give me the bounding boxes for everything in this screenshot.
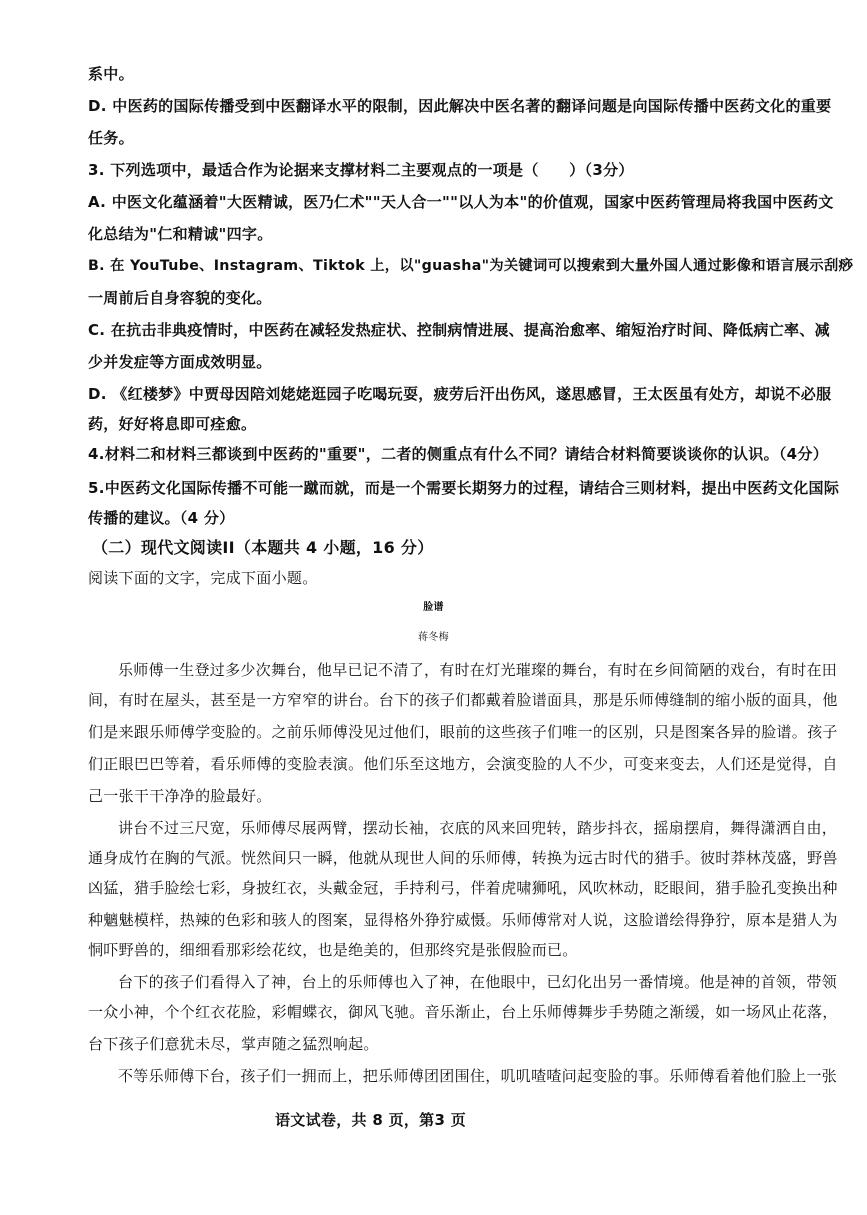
instruction: 阅读下面的文字，完成下面小题。 — [88, 569, 318, 587]
page-footer: 语文试卷，共 8 页，第3 页 — [275, 1111, 467, 1129]
question-4: 4.材料二和材料三都谈到中医药的"重要"，二者的侧重点有什么不同？请结合材料简要谈谈你的认识。（4分） — [88, 445, 829, 463]
para-3-line-3: 台下孩子们意犹未尽，掌声随之猛烈响起。 — [88, 1035, 379, 1053]
option-a-line-1: A. 中医文化蕴涵着"大医精诚，医乃仁术""天人合一""以人为本"的价值观，国家中医药管理局将我国中医药文 — [88, 193, 834, 211]
para-3-line-2: 一众小神，个个红衣花脸，彩帽蝶衣，御风飞驰。音乐渐止，台上乐师傅舞步手势随之渐缓，如一场风止花落， — [88, 1003, 838, 1021]
para-1-line-5: 己一张干干净净的脸最好。 — [88, 787, 272, 805]
para-2-line-2: 通身成竹在胸的气派。恍然间只一瞬，他就从现世人间的乐师傅，转换为远古时代的猎手。彼时莽林茂盛，野兽 — [88, 849, 838, 867]
para-1-line-3: 们是来跟乐师傅学变脸的。之前乐师傅没见过他们，眼前的这些孩子们唯一的区别，只是图案各异的脸谱。孩子 — [88, 723, 838, 741]
option-d-line-2: 药，好好将息即可痊愈。 — [88, 415, 257, 433]
line-2: 任务。 — [88, 129, 134, 147]
para-3-line-1: 台下的孩子们看得入了神，台上的乐师傅也入了神，在他眼中，已幻化出另一番情境。他是神的首领，带领 — [118, 973, 838, 991]
line-0: 系中。 — [88, 65, 134, 83]
question-5-line-1: 5.中医药文化国际传播不可能一蹴而就，而是一个需要长期努力的过程，请结合三则材料，提出中医药文化国际 — [88, 479, 840, 497]
para-1-line-4: 们正眼巴巴等着，看乐师傅的变脸表演。他们乐至这地方，会演变脸的人不少，可变来变去，人们还是觉得，自 — [88, 755, 838, 773]
question-5-line-2: 传播的建议。（4 分） — [88, 509, 235, 527]
para-1-line-1: 乐师傅一生登过多少次舞台，他早已记不清了，有时在灯光璀璨的舞台，有时在乡间简陋的戏台，有时在田 — [118, 661, 838, 679]
para-2-line-4: 种魑魅模样，热辣的色彩和骇人的图案，显得格外狰狞威慑。乐师傅常对人说，这脸谱绘得狰狞，原本是猎人为 — [88, 911, 838, 929]
option-c-line-2: 少并发症等方面成效明显。 — [88, 353, 272, 371]
section-heading: （二）现代文阅读II（本题共 4 小题，16 分） — [92, 538, 434, 557]
para-1-line-2: 间，有时在屋头，甚至是一方窄窄的讲台。台下的孩子们都戴着脸谱面具，那是乐师傅缝制的缩小版的面具，他 — [88, 691, 838, 709]
option-a-line-2: 化总结为"仁和精诚"四字。 — [88, 225, 273, 243]
question-3: 3. 下列选项中，最适合作为论据来支撑材料二主要观点的一项是（ ）（3分） — [88, 161, 634, 179]
para-4-line-1: 不等乐师傅下台，孩子们一拥而上，把乐师傅团团围住，叽叽喳喳问起变脸的事。乐师傅看着他们脸上一张 — [118, 1067, 838, 1085]
para-2-line-3: 凶猛，猎手脸绘七彩，身披红衣，头戴金冠，手持利弓，伴着虎啸狮吼，风吹林动，眨眼间，猎手脸孔变换出种 — [88, 879, 838, 897]
article-title: 脸谱 — [423, 602, 444, 613]
option-b-line-1: B. 在 YouTube、Instagram、Tiktok 上，以"guasha"为关键词可以搜索到大量外国人通过影像和语言展示刮痧 — [88, 258, 854, 274]
option-d-line-1: D. 《红楼梦》中贾母因陪刘姥姥逛园子吃喝玩耍，疲劳后汗出伤风，遂思感冒，王太医虽有处方，却说不必服 — [88, 385, 832, 403]
option-b-line-2: 一周前后自身容貌的变化。 — [88, 289, 272, 307]
article-author: 蒋冬梅 — [418, 632, 449, 643]
para-2-line-1: 讲台不过三尺宽，乐师傅尽展两臂，摆动长袖，衣底的风来回兜转，踏步抖衣，摇扇摆肩，舞得潇洒自由， — [118, 819, 838, 837]
option-c-line-1: C. 在抗击非典疫情时，中医药在减轻发热症状、控制病情进展、提高治愈率、缩短治疗时间、降低病亡率、减 — [88, 321, 830, 339]
para-2-line-5: 恫吓野兽的，细细看那彩绘花纹，也是绝美的，但那终究是张假脸而已。 — [88, 941, 578, 959]
line-1: D. 中医药的国际传播受到中医翻译水平的限制，因此解决中医名著的翻译问题是向国际传播中医药文化的重要 — [88, 97, 832, 115]
